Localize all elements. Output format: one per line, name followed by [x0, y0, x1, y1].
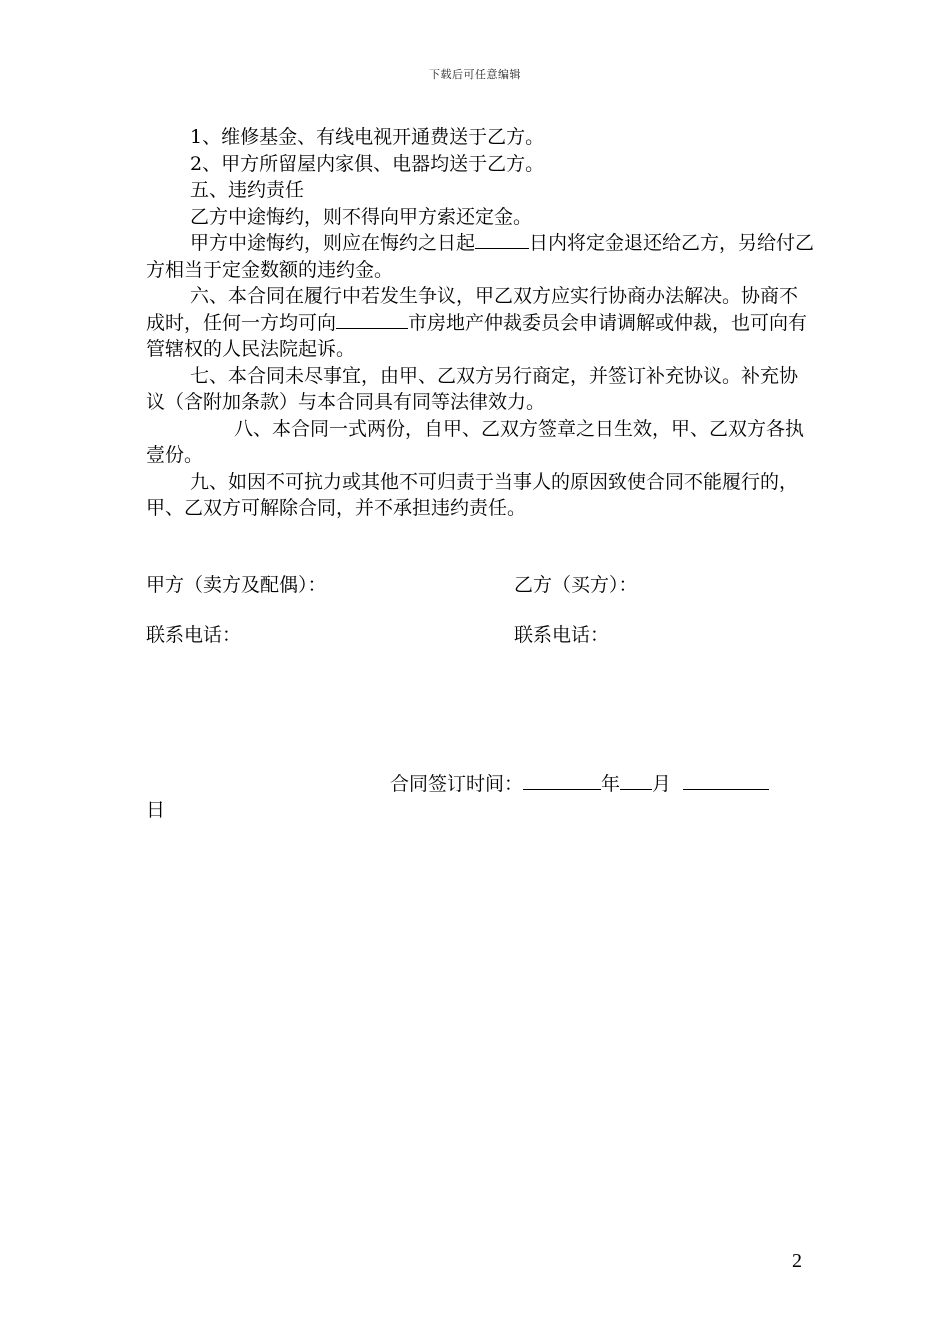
clause-5-b	[146, 230, 816, 283]
page-number: 2	[792, 1250, 802, 1272]
clause-2: 2、甲方所留屋内家俱、电器均送于乙方。	[190, 152, 545, 175]
clause-6-pre: 六、本合同在履行中若发生争议，甲乙双方应实行协商办法解决。协商不成时，任何一方均可向	[146, 285, 799, 334]
clause-5-b-pre: 甲方中途悔约，则应在悔约之日起	[190, 232, 476, 254]
party-a-phone-label: 联系电话：	[146, 624, 242, 646]
clause-5-b-post: 日内将定金退还给乙方，另给付乙方相当于定金数额的违约金。	[146, 232, 815, 281]
day-blank	[683, 771, 769, 790]
clause-5-title: 五、违约责任	[190, 179, 305, 201]
page-header-note: 下载后可任意编辑	[429, 68, 521, 81]
day-label: 日	[146, 799, 166, 821]
signing-date-line	[390, 771, 769, 797]
clause-1: 1、维修基金、有线电视开通费送于乙方。	[190, 126, 545, 148]
party-a-label: 甲方（卖方及配偶）：	[146, 574, 327, 596]
clause-7: 七、本合同未尽事宜，由甲、乙双方另行商定，并签订补充协议。补充协议（含附加条款）与本合同具有同等法律效力。	[146, 364, 799, 413]
month-label: 月	[652, 773, 672, 795]
year-label: 年	[601, 773, 621, 795]
signing-date-label: 合同签订时间：	[390, 773, 524, 795]
party-b-label: 乙方（买方）：	[514, 574, 638, 596]
party-b-phone-label: 联系电话：	[514, 624, 610, 646]
clause-8: 八、本合同一式两份，自甲、乙双方签章之日生效，甲、乙双方各执壹份。	[146, 417, 805, 466]
clause-5-a: 乙方中途悔约，则不得向甲方索还定金。	[190, 205, 533, 228]
clause-9: 九、如因不可抗力或其他不可归责于当事人的原因致使合同不能履行的，甲、乙双方可解除合同，并不承担违约责任。	[146, 470, 799, 519]
clause-6-post: 市房地产仲裁委员会申请调解或仲裁，也可向有管辖权的人民法院起诉。	[146, 311, 808, 360]
city-blank	[336, 310, 408, 329]
days-blank	[475, 230, 529, 249]
clause-6	[146, 283, 816, 363]
month-blank	[620, 771, 652, 790]
year-blank	[523, 771, 601, 790]
contract-body	[146, 124, 816, 522]
